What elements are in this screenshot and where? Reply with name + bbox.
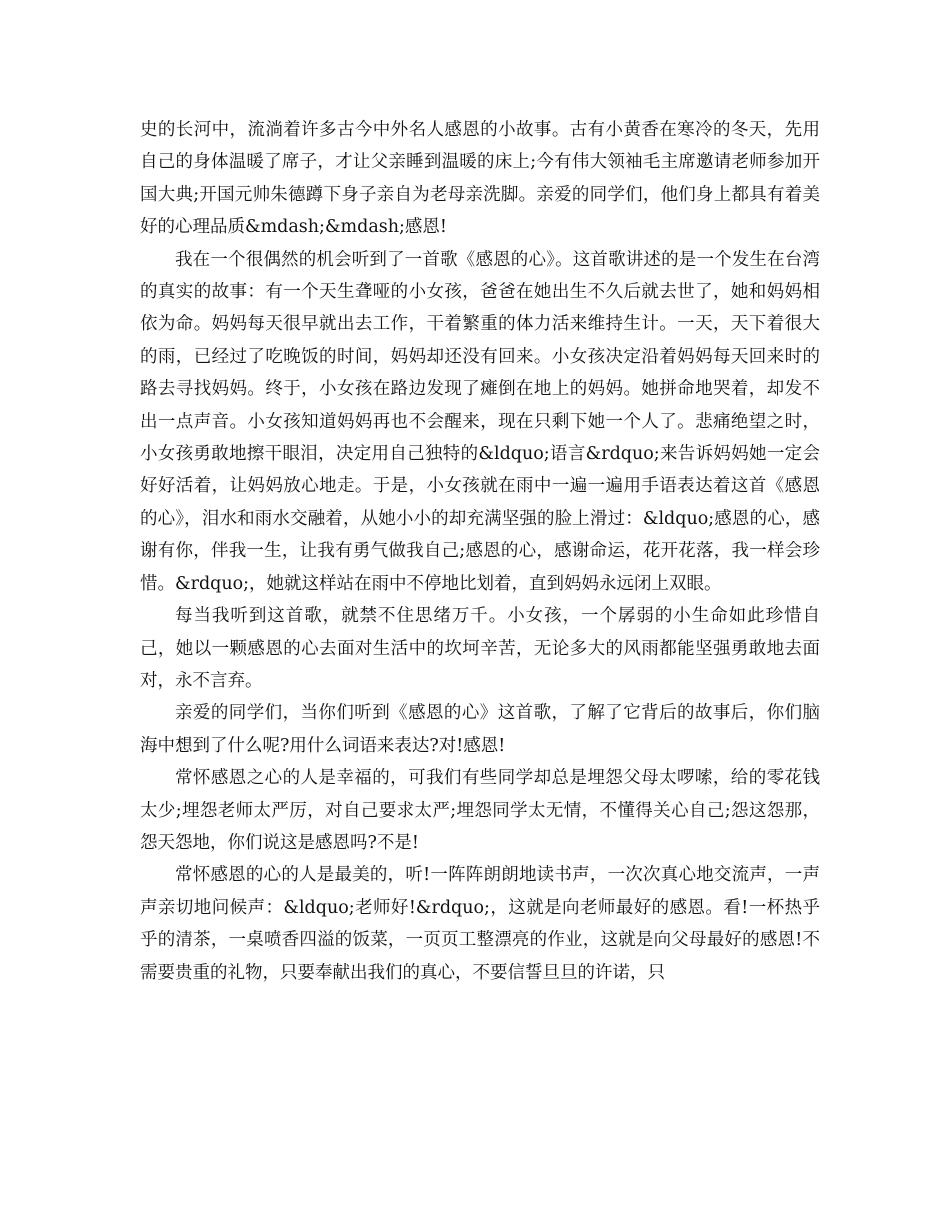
paragraph-4: 亲爱的同学们，当你们听到《感恩的心》这首歌，了解了它背后的故事后，你们脑海中想到了什么呢?用什么词语来表达?对!感恩! <box>140 703 820 756</box>
paragraph-3: 每当我听到这首歌，就禁不住思绪万千。小女孩，一个孱弱的小生命如此珍惜自己，她以一颗感恩的心去面对生活中的坎坷辛苦，无论多大的风雨都能坚强勇敢地去面对，永不言弃。 <box>140 606 820 691</box>
paragraph-2: 我在一个很偶然的机会听到了一首歌《感恩的心》。这首歌讲述的是一个发生在台湾的真实的故事：有一个天生聋哑的小女孩，爸爸在她出生不久后就去世了，她和妈妈相依为命。妈妈每天很早就出去工作，干着繁重的体力活来维持生计。一天，天下着很大的雨，已经过了吃晚饭的时间，妈妈却还没有回来。小女孩决定沿着妈妈每天回来时的路去寻找妈妈。终于，小女孩在路边发现了瘫倒在地上的妈妈。她拼命地哭着，却发不出一点声音。小女孩知道妈妈再也不会醒来，现在只剩下她一个人了。悲痛绝望之时，小女孩勇敢地擦干眼泪，决定用自己独特的&ldquo;语言&rdquo;来告诉妈妈她一定会好好活着，让妈妈放心地走。于是，小女孩就在雨中一遍一遍用手语表达着这首《感恩的心》，泪水和雨水交融着，从她小小的却充满坚强的脸上滑过：&ldquo;感恩的心，感谢有你，伴我一生，让我有勇气做我自己;感恩的心，感谢命运，花开花落，我一样会珍惜。&rdquo;，她就这样站在雨中不停地比划着，直到妈妈永远闭上双眼。 <box>140 249 820 594</box>
paragraph-1: 史的长河中，流淌着许多古今中外名人感恩的小故事。古有小黄香在寒冷的冬天，先用自己的身体温暖了席子，才让父亲睡到温暖的床上;今有伟大领袖毛主席邀请老师参加开国大典;开国元帅朱德蹲下身子亲自为老母亲洗脚。亲爱的同学们，他们身上都具有着美好的心理品质&mdash;&mdash;感恩! <box>140 120 820 238</box>
document-body <box>140 114 820 989</box>
paragraph-6: 常怀感恩的心的人是最美的，听!一阵阵朗朗地读书声，一次次真心地交流声，一声声亲切地问候声：&ldquo;老师好!&rdquo;，这就是向老师最好的感恩。看!一杯热乎乎的清茶，一桌喷香四溢的饭菜，一页页工整漂亮的作业，这就是向父母最好的感恩!不需要贵重的礼物，只要奉献出我们的真心，不要信誓旦旦的许诺，只 <box>140 865 820 983</box>
paragraph-5: 常怀感恩之心的人是幸福的，可我们有些同学却总是埋怨父母太啰嗦，给的零花钱太少;埋怨老师太严厉，对自己要求太严;埋怨同学太无情，不懂得关心自己;怨这怨那，怨天怨地，你们说这是感恩吗?不是! <box>140 768 820 853</box>
